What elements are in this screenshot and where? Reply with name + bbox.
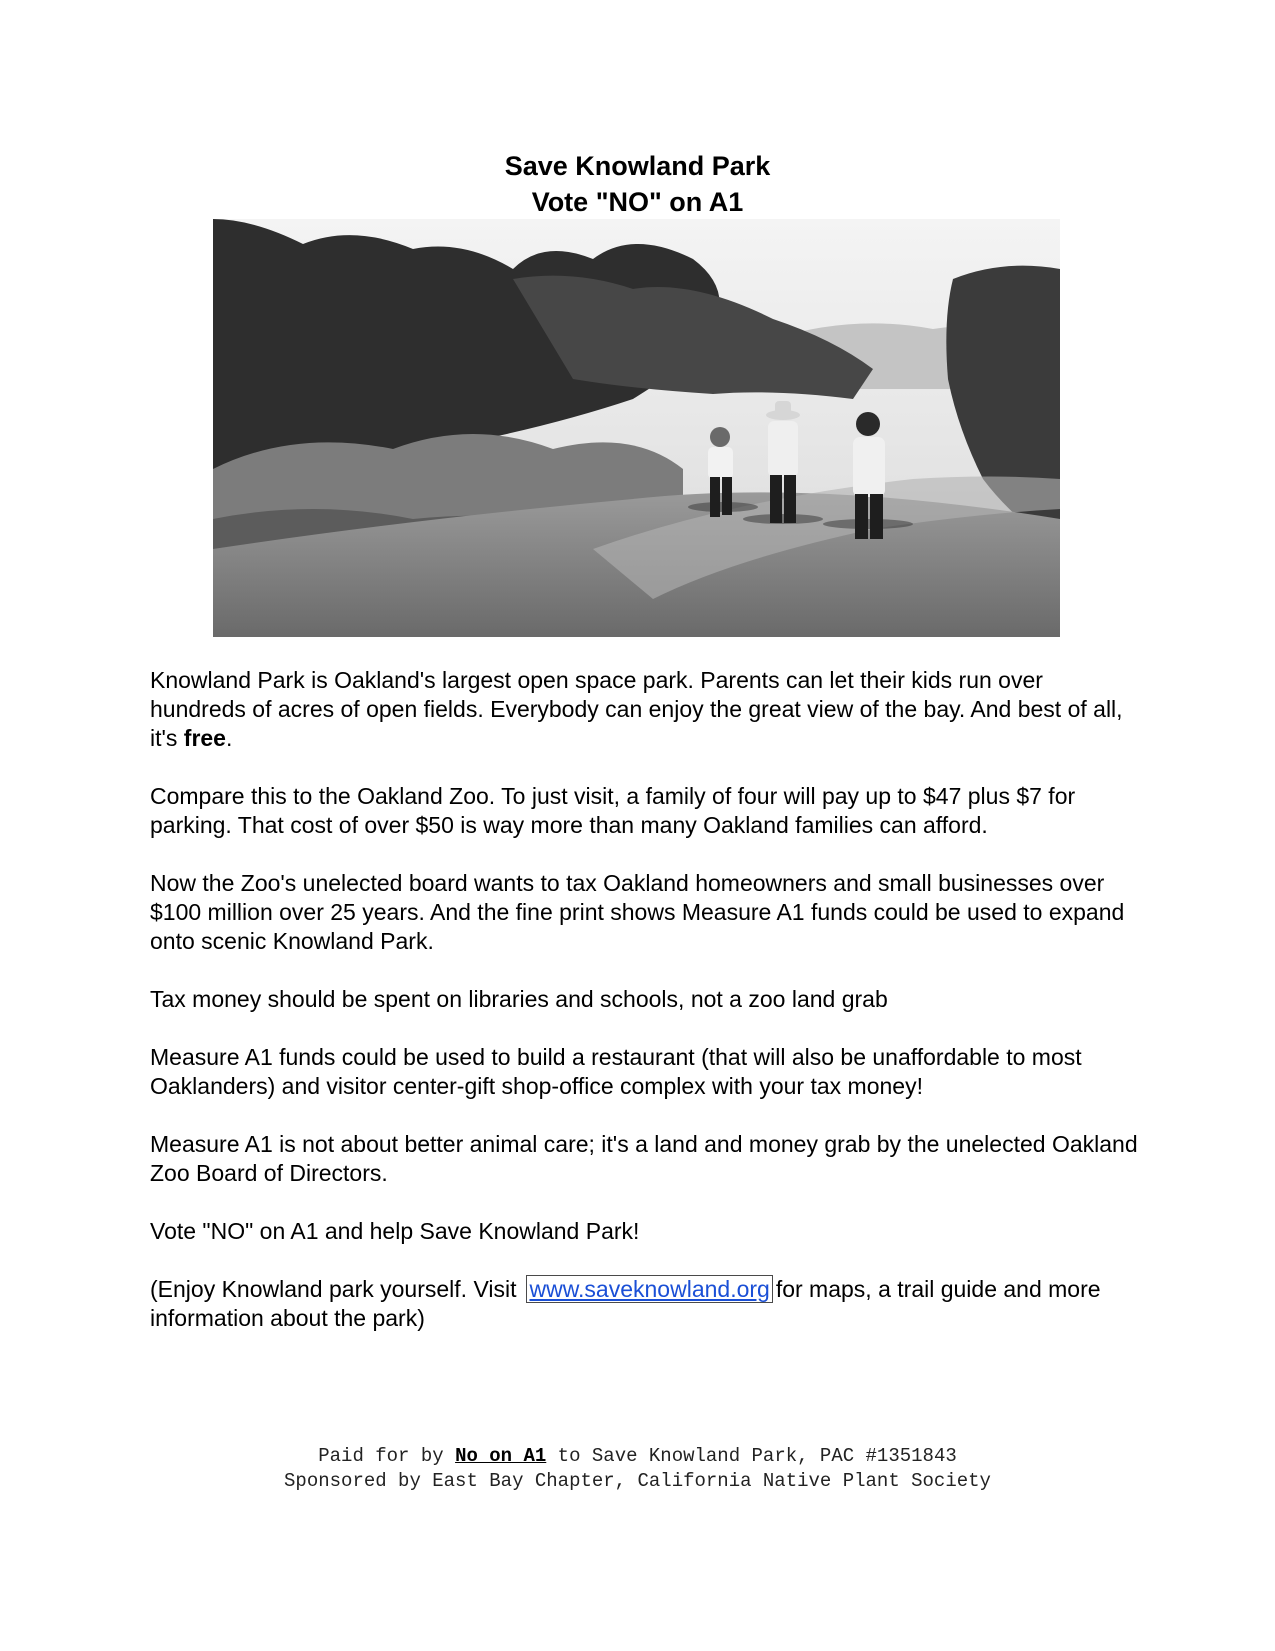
paragraph-vote-no: Vote "NO" on A1 and help Save Knowland Park!: [150, 1218, 640, 1244]
title-line-2: Vote "NO" on A1: [531, 187, 744, 217]
page-title: [0, 148, 1275, 220]
link-box: [526, 1275, 772, 1303]
footer-no-on-a1: No on A1: [455, 1445, 547, 1467]
bold-free: free: [183, 725, 226, 751]
paragraph-visit: (Enjoy Knowland park yourself. Visit www.saveknowland.org for maps, a trail guide and more information about the park): [150, 1276, 1101, 1331]
paragraph-zoo-tax: Now the Zoo's unelected board wants to tax Oakland homeowners and small businesses over $100 million over 25 years. And the fine print shows Measure A1 funds could be used to expand onto scenic Knowland Park.: [150, 870, 1125, 954]
footer: [0, 1444, 1275, 1494]
paragraph-zoo-cost: Compare this to the Oakland Zoo. To just visit, a family of four will pay up to $47 plus $7 for parking. That cost of over $50 is way more than many Oakland families can afford.: [150, 783, 1076, 838]
paragraph-restaurant: Measure A1 funds could be used to build a restaurant (that will also be unaffordable to most Oaklanders) and visitor center-gift shop-office complex with your tax money!: [150, 1044, 1082, 1099]
saveknowland-link[interactable]: www.saveknowland.org: [529, 1276, 770, 1302]
footer-line-2: Sponsored by East Bay Chapter, California Native Plant Society: [284, 1470, 991, 1492]
paragraph-park-intro: Knowland Park is Oakland's largest open space park. Parents can let their kids run over hundreds of acres of open fields. Everybody can enjoy the great view of the bay. And best of all, it's free.: [150, 667, 1123, 751]
photo-children-walking-trail: [213, 219, 1060, 637]
paragraph-tax-money: Tax money should be spent on libraries and schools, not a zoo land grab: [150, 986, 888, 1012]
title-line-1: Save Knowland Park: [504, 151, 771, 181]
paragraph-land-grab: Measure A1 is not about better animal care; it's a land and money grab by the unelected Oakland Zoo Board of Directors.: [150, 1131, 1138, 1186]
body-text: [150, 666, 1140, 1362]
footer-line-1: Paid for by No on A1 to Save Knowland Park, PAC #1351843: [318, 1445, 957, 1467]
